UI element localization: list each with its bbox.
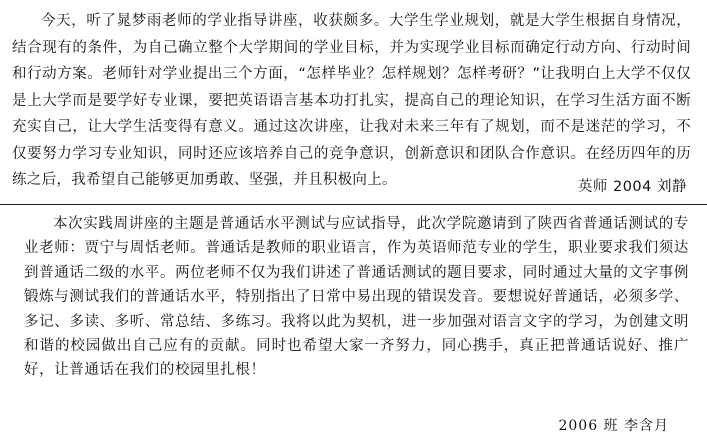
- reflection-entry-1: [0, 0, 707, 204]
- section-divider: [0, 204, 707, 205]
- reflection-entry-2: [0, 206, 707, 441]
- entry-2-signature: 2006 班 李含月: [558, 418, 669, 434]
- entry-1-paragraph: 今天，听了晁梦雨老师的学业指导讲座，收获颇多。大学生学业规划，就是大学生根据自身情况，结合现有的条件，为自己确立整个大学期间的学业目标，并为实现学业目标而确定行动方向、行动时间和行动方案。老师针对学业提出三个方面，“怎样毕业？怎样规划？怎样考研？”让我明白上大学不仅仅是上大学而是要学好专业课，要把英语语言基本功打扎实，提高自己的理论知识，在学习生活方面不断充实自己，让大学生活变得有意义。通过这次讲座，让我对未来三年有了规划，而不是迷茫的学习，不仅要努力学习专业知识，同时还应该培养自己的竞争意识，创新意识和团队合作意识。在经历四年的历练之后，我希望自己能够更加勇敢、坚强，并且积极向上。: [12, 13, 691, 188]
- entry-1-signature: 英师 2004 刘静: [577, 179, 687, 195]
- entry-2-paragraph: 本次实践周讲座的主题是普通话水平测试与应试指导，此次学院邀请到了陕西省普通话测试的专业老师：贾宁与周恬老师。普通话是教师的职业语言，作为英语师范专业的学生，职业要求我们须达到普通话二级的水平。两位老师不仅为我们讲述了普通话测试的题目要求，同时通过大量的文字事例锻炼与测试我们的普通话水平，特别指出了日常中易出现的错误发音。要想说好普通话，必须多学、多记、多读、多听、常总结、多练习。我将以此为契机，进一步加强对语言文字的学习，为创建文明和谐的校园做出自己应有的贡献。同时也希望大家一齐努力，同心携手，真正把普通话说好、推广好，让普通话在我们的校园里扎根！: [24, 216, 689, 379]
